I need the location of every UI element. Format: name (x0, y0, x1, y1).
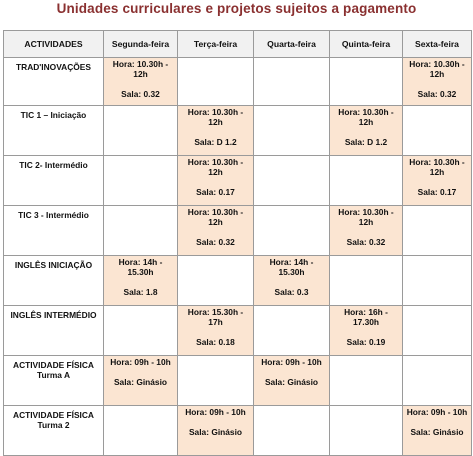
slot-time: Hora: 16h - (344, 307, 388, 317)
schedule-slot (254, 356, 330, 406)
empty-slot (104, 406, 178, 456)
activity-cell (4, 406, 104, 456)
schedule-slot (104, 58, 178, 106)
slot-time: Hora: 14h - (269, 257, 314, 267)
slot-room: Sala: 0.18 (196, 337, 235, 347)
slot-spacer (178, 127, 253, 137)
slot-time: Hora: 09h - 10h (406, 407, 468, 417)
slot-time: Hora: 09h - 10h (185, 407, 246, 417)
slot-time: 12h (358, 217, 374, 227)
slot-room: Sala: Ginásio (113, 377, 168, 387)
empty-slot (104, 306, 178, 356)
slot-room: Sala: D 1.2 (344, 137, 388, 147)
empty-slot (104, 206, 178, 256)
empty-slot (254, 58, 330, 106)
activity-label: INGLÊS INICIAÇÃO (14, 260, 93, 270)
slot-spacer (330, 127, 402, 137)
slot-room: Sala: 0.19 (346, 337, 386, 347)
empty-slot (403, 356, 472, 406)
empty-slot (330, 406, 403, 456)
slot-time: 12h (208, 167, 223, 177)
header-cell-wednesday: Quarta-feira (254, 31, 330, 58)
schedule-slot (330, 206, 403, 256)
slot-time: Hora: 09h - 10h (261, 357, 322, 367)
slot-time: Hora: 15.30h - (187, 307, 244, 317)
activity-cell (4, 58, 104, 106)
activity-label: TIC 1 – Iniciação (20, 110, 87, 120)
table-row (4, 356, 472, 406)
empty-slot (178, 58, 254, 106)
slot-spacer (178, 227, 253, 237)
schedule-slot (178, 306, 254, 356)
empty-slot (330, 256, 403, 306)
empty-slot (254, 206, 330, 256)
header-cell-thursday: Quinta-feira (330, 31, 403, 58)
activity-label: Turma 2 (37, 420, 70, 430)
schedule-slot (104, 256, 178, 306)
slot-time: Hora: 09h - 10h (110, 357, 171, 367)
slot-room: Sala: 0.32 (196, 237, 235, 247)
slot-room: Sala: Ginásio (410, 427, 464, 437)
empty-slot (330, 356, 403, 406)
slot-spacer (104, 79, 177, 89)
slot-room: Sala: 1.8 (123, 287, 158, 297)
activity-cell (4, 156, 104, 206)
schedule-slot (330, 106, 403, 156)
table-row (4, 406, 472, 456)
slot-time: 12h (358, 117, 374, 127)
activity-label: TIC 2- Intermédio (19, 160, 88, 170)
schedule-slot (330, 306, 403, 356)
slot-spacer (403, 417, 471, 427)
activity-label: ACTIVIDADE FÍSICA (13, 410, 94, 420)
slot-room: Sala: 0.3 (274, 287, 309, 297)
slot-spacer (178, 327, 253, 337)
activity-label: TIC 3 - Intermédio (18, 210, 89, 220)
table-row (4, 256, 472, 306)
header-cell-friday: Sexta-feira (403, 31, 472, 58)
slot-time: 12h (429, 69, 445, 79)
table-row (4, 306, 472, 356)
slot-time: Hora: 10.30h - (409, 157, 465, 167)
slot-time: 17h (208, 317, 223, 327)
empty-slot (254, 106, 330, 156)
activity-cell (4, 256, 104, 306)
activity-label: INGLÊS INTERMÉDIO (10, 310, 97, 320)
slot-room: Sala: 0.32 (346, 237, 386, 247)
slot-time: Hora: 10.30h - (187, 207, 244, 217)
slot-time: 17.30h (352, 317, 380, 327)
table-row (4, 58, 472, 106)
empty-slot (403, 256, 472, 306)
slot-spacer (104, 277, 177, 287)
schedule-slot (178, 406, 254, 456)
slot-time: Hora: 10.30h - (187, 107, 244, 117)
slot-time: 15.30h (127, 267, 154, 277)
table-row (4, 156, 472, 206)
schedule-slot (178, 206, 254, 256)
slot-room: Sala: 0.17 (417, 187, 457, 197)
activity-cell (4, 106, 104, 156)
slot-spacer (254, 367, 329, 377)
slot-time: Hora: 10.30h - (187, 157, 244, 167)
slot-spacer (330, 227, 402, 237)
slot-room: Sala: 0.17 (196, 187, 235, 197)
schedule-slot (178, 156, 254, 206)
table-row (4, 106, 472, 156)
schedule-slot (403, 58, 472, 106)
slot-room: Sala: 0.32 (121, 89, 160, 99)
activity-cell (4, 356, 104, 406)
empty-slot (178, 356, 254, 406)
slot-time: Hora: 14h - (118, 257, 163, 267)
slot-time: 12h (208, 217, 223, 227)
slot-spacer (178, 417, 253, 427)
activity-label: ACTIVIDADE FÍSICA (13, 360, 94, 370)
slot-room: Sala: 0.32 (417, 89, 457, 99)
slot-spacer (178, 177, 253, 187)
slot-room: Sala: D 1.2 (194, 137, 237, 147)
slot-time: Hora: 10.30h - (112, 59, 169, 69)
empty-slot (178, 256, 254, 306)
activity-cell (4, 206, 104, 256)
empty-slot (403, 306, 472, 356)
empty-slot (104, 156, 178, 206)
schedule-slot (403, 406, 472, 456)
empty-slot (254, 306, 330, 356)
header-cell-monday: Segunda-feira (104, 31, 178, 58)
empty-slot (330, 156, 403, 206)
slot-spacer (403, 177, 471, 187)
schedule-table (3, 30, 472, 456)
empty-slot (403, 206, 472, 256)
header-row (4, 31, 472, 58)
empty-slot (403, 106, 472, 156)
slot-spacer (104, 367, 177, 377)
slot-time: 12h (208, 117, 223, 127)
empty-slot (254, 406, 330, 456)
activity-label: Turma A (36, 370, 71, 380)
slot-room: Sala: Ginásio (264, 377, 319, 387)
slot-spacer (254, 277, 329, 287)
slot-spacer (403, 79, 471, 89)
slot-time: Hora: 10.30h - (338, 107, 394, 117)
schedule-slot (104, 356, 178, 406)
empty-slot (330, 58, 403, 106)
schedule-slot (178, 106, 254, 156)
slot-time: Hora: 10.30h - (338, 207, 394, 217)
table-row (4, 206, 472, 256)
slot-time: Hora: 10.30h - (409, 59, 465, 69)
schedule-slot (254, 256, 330, 306)
slot-time: 12h (133, 69, 148, 79)
header-cell-tuesday: Terça-feira (178, 31, 254, 58)
empty-slot (254, 156, 330, 206)
slot-time: 12h (429, 167, 445, 177)
schedule-slot (403, 156, 472, 206)
empty-slot (104, 106, 178, 156)
activity-cell (4, 306, 104, 356)
page-title: Unidades curriculares e projetos sujeitos a pagamento (56, 1, 417, 16)
slot-spacer (330, 327, 402, 337)
slot-room: Sala: Ginásio (188, 427, 243, 437)
activity-label: TRAD'INOVAÇÕES (16, 62, 91, 72)
slot-time: 15.30h (278, 267, 305, 277)
header-cell-activities: ACTIVIDADES (4, 31, 104, 58)
